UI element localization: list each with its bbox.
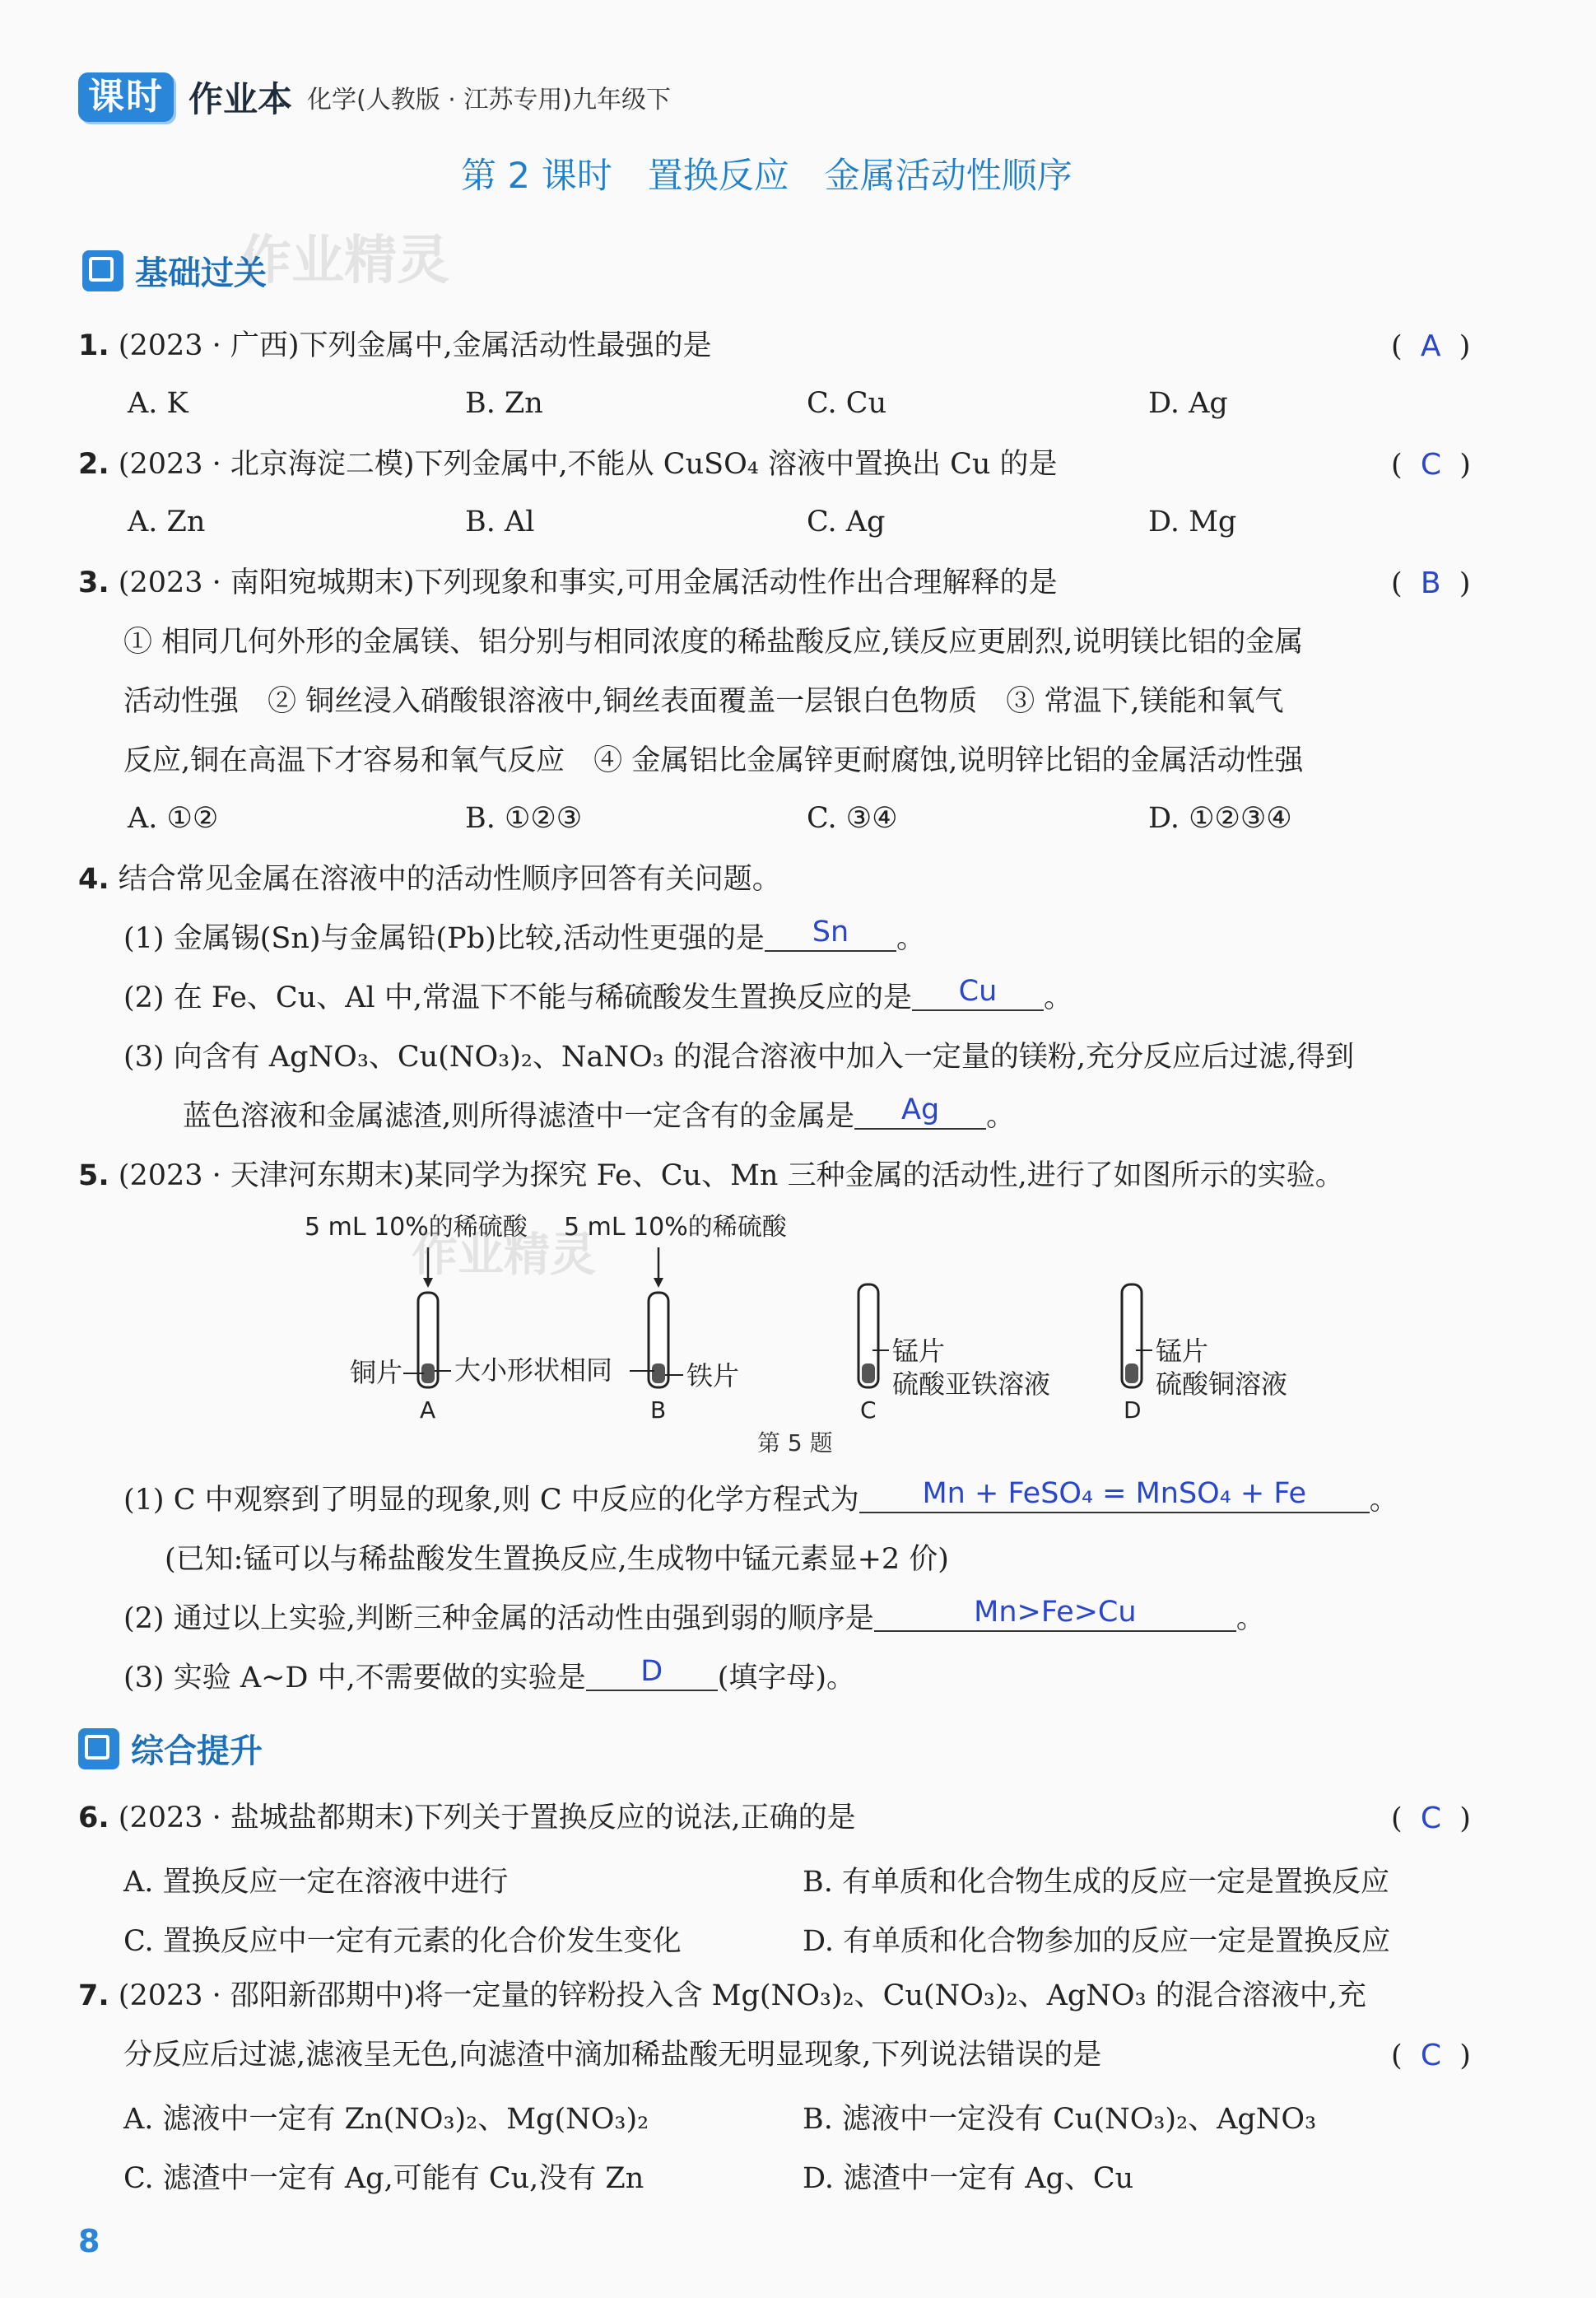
mn-label-c: 锰片 bbox=[892, 1335, 946, 1367]
part-text: (2) 通过以上实验,判断三种金属的活动性由强到弱的顺序是 bbox=[123, 1602, 874, 1635]
question-number: 3. bbox=[78, 566, 109, 599]
tube-label-d: D bbox=[1124, 1396, 1142, 1424]
question-stem: (2023 · 广西)下列金属中,金属活动性最强的是 bbox=[118, 329, 712, 362]
question-stem: 结合常见金属在溶液中的活动性顺序回答有关问题。 bbox=[118, 863, 781, 896]
q4-part3-line2 bbox=[183, 1093, 1016, 1136]
watermark: 作业精灵 bbox=[412, 1228, 596, 1282]
option-a: A. 滤液中一定有 Zn(NO₃)₂、Mg(NO₃)₂ bbox=[123, 2103, 649, 2136]
question-number: 2. bbox=[78, 448, 109, 481]
option-b: B. 滤液中一定没有 Cu(NO₃)₂、AgNO₃ bbox=[803, 2103, 1317, 2136]
option-b: B. Zn bbox=[465, 387, 543, 420]
question-2 bbox=[78, 446, 1058, 482]
subject-label: 化学(人教版 · 江苏专用)九年级下 bbox=[307, 86, 672, 114]
option-b: B. 有单质和化合物生成的反应一定是置换反应 bbox=[803, 1866, 1389, 1899]
question-number: 7. bbox=[78, 1979, 109, 2012]
answer-blank: Mn + FeSO₄ = MnSO₄ + Fe bbox=[859, 1475, 1370, 1513]
edit-icon bbox=[78, 1728, 119, 1769]
q4-part3-line1: (3) 向含有 AgNO₃、Cu(NO₃)₂、NaNO₃ 的混合溶液中加入一定量的镁粉,充分反应后过滤,得到 bbox=[123, 1041, 1355, 1074]
tube-label-c: C bbox=[860, 1396, 877, 1424]
question-number: 5. bbox=[78, 1159, 109, 1192]
option-d: D. 滤渣中一定有 Ag、Cu bbox=[803, 2162, 1134, 2195]
answer-paren: ( A ) bbox=[1391, 329, 1471, 363]
part-text: (1) C 中观察到了明显的现象,则 C 中反应的化学方程式为 bbox=[123, 1484, 859, 1517]
q5-part2 bbox=[123, 1596, 1265, 1638]
question-number: 6. bbox=[78, 1802, 109, 1834]
statement-line: 活动性强 ② 铜丝浸入硝酸银溶液中,铜丝表面覆盖一层银白色物质 ③ 常温下,镁能和氧气 bbox=[123, 685, 1284, 718]
answer-blank: Ag bbox=[854, 1092, 986, 1130]
lesson-title: 第 2 课时 置换反应 金属活动性顺序 bbox=[461, 156, 1073, 197]
solution-label-d: 硫酸铜溶液 bbox=[1156, 1368, 1288, 1400]
question-5 bbox=[78, 1158, 1344, 1194]
part-end: 。 bbox=[1369, 1484, 1398, 1517]
watermark: 作业精灵 bbox=[239, 231, 449, 291]
option-a: A. 置换反应一定在溶液中进行 bbox=[123, 1866, 509, 1899]
option-a: A. K bbox=[128, 387, 188, 420]
question-number: 4. bbox=[78, 863, 109, 896]
answer: C bbox=[1420, 2039, 1442, 2072]
test-tube-c bbox=[858, 1284, 878, 1387]
checkbox-icon bbox=[82, 250, 123, 291]
page-number: 8 bbox=[78, 2223, 100, 2259]
option-d: D. 有单质和化合物参加的反应一定是置换反应 bbox=[803, 1925, 1391, 1958]
section-advanced bbox=[78, 1725, 263, 1772]
tube-label-a: A bbox=[420, 1396, 436, 1424]
part-end: 。 bbox=[986, 1100, 1016, 1133]
answer-paren: ( C ) bbox=[1391, 2039, 1471, 2072]
question-stem: (2023 · 北京海淀二模)下列金属中,不能从 CuSO₄ 溶液中置换出 Cu 的是 bbox=[118, 448, 1058, 481]
question-4 bbox=[78, 861, 781, 897]
brand-name: 作业本 bbox=[188, 79, 293, 119]
q4-part2 bbox=[123, 975, 1073, 1018]
part-end: 。 bbox=[1043, 981, 1073, 1014]
answer-paren: ( C ) bbox=[1391, 448, 1471, 482]
q5-part1 bbox=[123, 1477, 1398, 1520]
answer-blank: Cu bbox=[912, 973, 1044, 1011]
test-tube-b bbox=[649, 1293, 668, 1387]
same-size-label: 大小形状相同 bbox=[454, 1354, 613, 1386]
q5-note: (已知:锰可以与稀盐酸发生置换反应,生成物中锰元素显+2 价) bbox=[165, 1543, 949, 1576]
question-stem: (2023 · 邵阳新邵期中)将一定量的锌粉投入含 Mg(NO₃)₂、Cu(NO₃)₂、AgNO₃ 的混合溶液中,充 bbox=[118, 1979, 1366, 2012]
option-d: D. Mg bbox=[1148, 506, 1237, 538]
question-stem: (2023 · 盐城盐都期末)下列关于置换反应的说法,正确的是 bbox=[118, 1802, 856, 1834]
acid-label-a: 5 mL 10%的稀硫酸 bbox=[305, 1213, 528, 1242]
option-c: C. ③④ bbox=[807, 802, 898, 835]
answer: C bbox=[1420, 448, 1442, 482]
part-text: 蓝色溶液和金属滤渣,则所得滤渣中一定含有的金属是 bbox=[183, 1100, 855, 1133]
option-a: A. ①② bbox=[128, 802, 219, 835]
logo: 课时 bbox=[78, 72, 174, 122]
section-basic-label: 基础过关 bbox=[135, 254, 267, 292]
figure-caption: 第 5 题 bbox=[757, 1429, 833, 1457]
acid-label-b: 5 mL 10%的稀硫酸 bbox=[564, 1213, 787, 1242]
option-d: D. ①②③④ bbox=[1148, 802, 1292, 835]
option-c: C. Cu bbox=[807, 387, 887, 420]
section-advanced-label: 综合提升 bbox=[131, 1732, 263, 1770]
page-header bbox=[78, 72, 671, 122]
q4-part1 bbox=[123, 916, 925, 958]
q5-part3 bbox=[123, 1655, 856, 1698]
answer-paren: ( B ) bbox=[1391, 566, 1471, 600]
solution-label-c: 硫酸亚铁溶液 bbox=[892, 1368, 1051, 1400]
option-c: C. 滤渣中一定有 Ag,可能有 Cu,没有 Zn bbox=[123, 2162, 644, 2195]
statement-line: ① 相同几何外形的金属镁、铝分别与相同浓度的稀盐酸反应,镁反应更剧烈,说明镁比铝的金属 bbox=[123, 626, 1304, 659]
question-6 bbox=[78, 1800, 856, 1836]
question-stem-cont: 分反应后过滤,滤液呈无色,向滤渣中滴加稀盐酸无明显现象,下列说法错误的是 bbox=[123, 2039, 1102, 2072]
copper-label: 铜片 bbox=[350, 1357, 403, 1388]
part-text: (2) 在 Fe、Cu、Al 中,常温下不能与稀硫酸发生置换反应的是 bbox=[123, 981, 912, 1014]
part-text: (1) 金属锡(Sn)与金属铅(Pb)比较,活动性更强的是 bbox=[123, 922, 765, 955]
part-end: 。 bbox=[896, 922, 925, 955]
statement-line: 反应,铜在高温下才容易和氧气反应 ④ 金属铝比金属锌更耐腐蚀,说明锌比铝的金属活动性强 bbox=[123, 744, 1304, 777]
tube-label-b: B bbox=[650, 1396, 667, 1424]
part-text: (3) 实验 A~D 中,不需要做的实验是 bbox=[123, 1662, 586, 1694]
option-d: D. Ag bbox=[1148, 387, 1228, 420]
arrow-head-b bbox=[654, 1278, 663, 1288]
option-b: B. ①②③ bbox=[465, 802, 583, 835]
question-stem: (2023 · 天津河东期末)某同学为探究 Fe、Cu、Mn 三种金属的活动性,进行了如图所示的实验。 bbox=[118, 1159, 1344, 1192]
question-3 bbox=[78, 565, 1058, 601]
test-tube-d bbox=[1122, 1284, 1142, 1387]
option-c: C. 置换反应中一定有元素的化合价发生变化 bbox=[123, 1925, 682, 1958]
answer-blank: D bbox=[586, 1653, 718, 1691]
answer-blank: Mn>Fe>Cu bbox=[874, 1594, 1236, 1632]
answer: B bbox=[1420, 566, 1441, 600]
answer-blank: Sn bbox=[765, 914, 896, 952]
part-end: 。 bbox=[1235, 1602, 1265, 1635]
option-a: A. Zn bbox=[128, 506, 206, 538]
question-1 bbox=[78, 328, 712, 364]
answer-paren: ( C ) bbox=[1391, 1802, 1471, 1835]
question-stem: (2023 · 南阳宛城期末)下列现象和事实,可用金属活动性作出合理解释的是 bbox=[118, 566, 1058, 599]
answer: C bbox=[1420, 1802, 1442, 1835]
part-end: (填字母)。 bbox=[717, 1662, 856, 1694]
iron-label: 铁片 bbox=[686, 1360, 740, 1391]
answer: A bbox=[1420, 329, 1441, 363]
option-c: C. Ag bbox=[807, 506, 886, 538]
question-number: 1. bbox=[78, 329, 109, 362]
mn-label-d: 锰片 bbox=[1156, 1335, 1209, 1367]
question-7 bbox=[78, 1978, 1366, 2014]
option-b: B. Al bbox=[465, 506, 535, 538]
